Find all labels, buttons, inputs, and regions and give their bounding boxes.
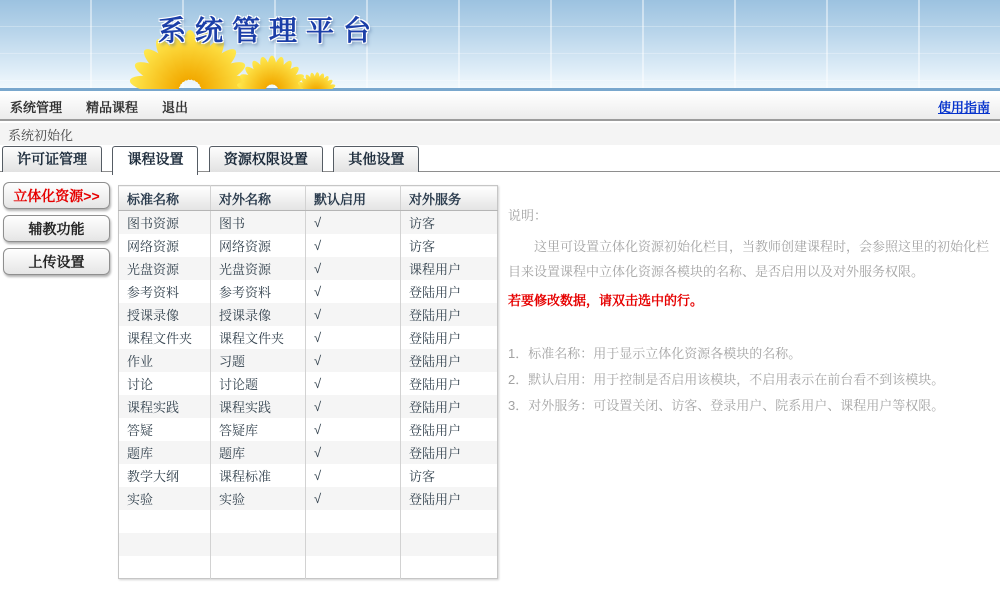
table-row[interactable]: [119, 395, 498, 418]
column-header-standard-name: 标准名称: [119, 186, 211, 211]
column-header-default-enabled: 默认启用: [306, 186, 401, 211]
table-cell: 授课录像: [211, 303, 306, 326]
notes-intro: 这里可设置立体化资源初始化栏目，当教师创建课程时，会参照这里的初始化栏目来设置课程中立体化资源各模块的名称、是否启用以及对外服务权限。: [508, 239, 990, 279]
table-row: [119, 556, 498, 579]
table-cell: √: [306, 280, 401, 303]
table-row[interactable]: [119, 234, 498, 257]
table-cell: [401, 510, 498, 533]
table-cell: 课程文件夹: [127, 330, 193, 346]
table-row[interactable]: [119, 372, 498, 395]
tab-other-settings[interactable]: 其他设置: [333, 146, 419, 172]
table-cell: [119, 556, 211, 579]
table-cell: √: [306, 441, 401, 464]
table-cell: √: [306, 487, 401, 510]
table-cell: 登陆用户: [401, 372, 498, 395]
table-cell: √: [306, 464, 401, 487]
table-cell: 参考资料: [211, 280, 306, 303]
notes-panel: [508, 205, 994, 419]
table-row[interactable]: [119, 487, 498, 510]
table-cell: 授课录像: [127, 307, 180, 323]
notes-list: [508, 341, 994, 419]
table-row[interactable]: [119, 211, 498, 234]
breadcrumb-text: 系统初始化: [8, 127, 74, 143]
table-cell: 答疑库: [211, 418, 306, 441]
sidebar-button-teaching-aid[interactable]: 辅教功能: [3, 215, 110, 242]
table-cell: 网络资源: [211, 234, 306, 257]
table-cell: 习题: [211, 349, 306, 372]
notes-list-item: 2．默认启用：用于控制是否启用该模块，不启用表示在前台看不到该模块。: [508, 372, 945, 387]
tab-license-manage[interactable]: 许可证管理: [2, 146, 102, 172]
resource-table-body: [119, 211, 498, 579]
table-cell: √: [306, 418, 401, 441]
table-cell: 登陆用户: [401, 280, 498, 303]
table-cell: 课程标准: [211, 464, 306, 487]
menu-item-system-manage[interactable]: 系统管理: [10, 100, 63, 115]
table-cell: 登陆用户: [401, 487, 498, 510]
table-cell: [306, 510, 401, 533]
table-cell: 教学大纲: [127, 468, 180, 484]
table-cell: 光盘资源: [127, 261, 180, 277]
column-header-external-name: 对外名称: [211, 186, 306, 211]
table-cell: 登陆用户: [401, 303, 498, 326]
resource-table: [118, 185, 498, 579]
table-cell: [211, 533, 306, 556]
table-cell: 图书: [211, 211, 306, 234]
table-cell: [306, 533, 401, 556]
tab-resource-permissions[interactable]: 资源权限设置: [209, 146, 323, 172]
table-cell: 访客: [401, 211, 498, 234]
table-cell: 讨论: [127, 376, 154, 392]
sidebar-button-stereo-resources[interactable]: 立体化资源>>: [3, 182, 110, 209]
table-cell: √: [306, 234, 401, 257]
table-cell: 光盘资源: [211, 257, 306, 280]
table-cell: [306, 556, 401, 579]
table-cell: [119, 533, 211, 556]
table-cell: 实验: [211, 487, 306, 510]
table-cell: [401, 533, 498, 556]
table-cell: [119, 510, 211, 533]
table-cell: 网络资源: [127, 238, 180, 254]
table-cell: 参考资料: [127, 284, 180, 300]
user-guide-link[interactable]: 使用指南: [937, 100, 990, 115]
table-cell: 登陆用户: [401, 326, 498, 349]
table-row: [119, 533, 498, 556]
notes-warning: 若要修改数据，请双击选中的行。: [508, 293, 704, 308]
table-cell: 登陆用户: [401, 418, 498, 441]
tab-course-settings[interactable]: 课程设置: [112, 146, 198, 175]
header-banner: [0, 0, 1000, 91]
menu-item-logout[interactable]: 退出: [162, 100, 189, 115]
table-row: [119, 510, 498, 533]
table-cell: 实验: [127, 491, 154, 507]
table-cell: 访客: [401, 234, 498, 257]
table-cell: [211, 510, 306, 533]
table-cell: 题库: [127, 445, 154, 461]
table-cell: 课程实践: [211, 395, 306, 418]
menu-bar: [0, 94, 1000, 121]
table-cell: 课程实践: [127, 399, 180, 415]
table-header-row: [119, 186, 498, 211]
table-cell: 答疑: [127, 422, 154, 438]
table-cell: 登陆用户: [401, 441, 498, 464]
table-cell: √: [306, 303, 401, 326]
table-cell: [211, 556, 306, 579]
table-cell: 登陆用户: [401, 349, 498, 372]
breadcrumb: [0, 123, 1000, 145]
table-row[interactable]: [119, 280, 498, 303]
app-title: 系统管理平台: [158, 15, 381, 46]
notes-heading: 说明：: [508, 208, 548, 223]
table-cell: √: [306, 211, 401, 234]
table-row[interactable]: [119, 418, 498, 441]
tab-bar: [0, 145, 1000, 172]
table-cell: √: [306, 372, 401, 395]
table-cell: 讨论题: [211, 372, 306, 395]
table-cell: √: [306, 395, 401, 418]
table-cell: √: [306, 349, 401, 372]
table-cell: [401, 556, 498, 579]
table-cell: 登陆用户: [401, 395, 498, 418]
notes-list-item: 3．对外服务：可设置关闭、访客、登录用户、院系用户、课程用户等权限。: [508, 398, 945, 413]
table-cell: 作业: [127, 353, 154, 369]
table-row[interactable]: [119, 257, 498, 280]
table-cell: 题库: [211, 441, 306, 464]
table-row[interactable]: [119, 464, 498, 487]
notes-list-item: 1．标准名称：用于显示立体化资源各模块的名称。: [508, 346, 802, 361]
table-row[interactable]: [119, 326, 498, 349]
menu-item-quality-courses[interactable]: 精品课程: [86, 100, 139, 115]
column-header-external-service: 对外服务: [401, 186, 498, 211]
table-row[interactable]: [119, 303, 498, 326]
table-row[interactable]: [119, 441, 498, 464]
table-cell: 访客: [401, 464, 498, 487]
sidebar-button-upload-settings[interactable]: 上传设置: [3, 248, 110, 275]
table-cell: √: [306, 257, 401, 280]
table-cell: 课程用户: [401, 257, 498, 280]
table-cell: 图书资源: [127, 215, 180, 231]
table-row[interactable]: [119, 349, 498, 372]
table-cell: 课程文件夹: [211, 326, 306, 349]
table-cell: √: [306, 326, 401, 349]
